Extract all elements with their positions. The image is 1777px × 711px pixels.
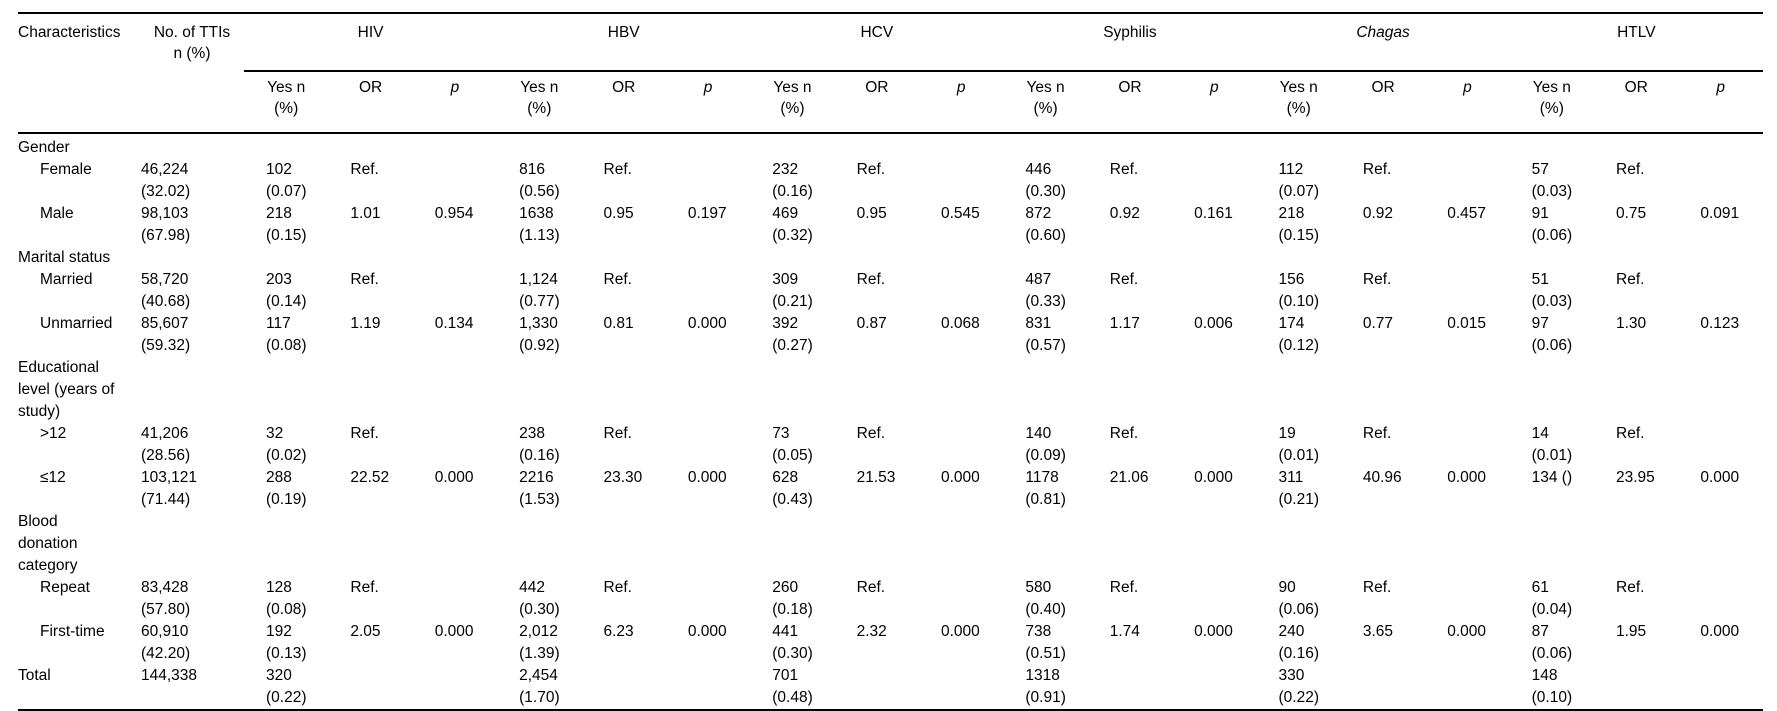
cell: 0.000: [941, 469, 980, 486]
cell: Ref.: [856, 271, 886, 288]
cell: [1425, 577, 1509, 621]
cell: 0.000: [941, 623, 980, 640]
subheader-p: p: [1425, 71, 1509, 133]
cell: 6.23: [603, 623, 634, 640]
cell: 14 (0.01): [1531, 425, 1573, 464]
cell: [413, 665, 497, 710]
cell: 2.05: [350, 623, 381, 640]
cell: 238 (0.16): [519, 425, 560, 464]
cell: Ref.: [1362, 271, 1392, 288]
subheader-yes-n: Yes n (%): [750, 71, 834, 133]
cell: 1.19: [350, 315, 381, 332]
cell: 0.95: [603, 205, 634, 222]
table-row: [18, 577, 1763, 621]
subheader-or: OR: [835, 71, 919, 133]
subheader-p: p: [413, 71, 497, 133]
section-row: [18, 133, 1763, 159]
cell: 148 (0.10): [1531, 667, 1573, 706]
cell: 0.000: [434, 469, 474, 486]
cell: 580 (0.40): [1025, 579, 1066, 618]
cell: [919, 423, 1003, 467]
cell: 0.000: [434, 623, 474, 640]
cell: 32 (0.02): [266, 425, 307, 464]
cell: [1425, 423, 1509, 467]
cell: 40.96: [1362, 469, 1402, 486]
cell: 0.87: [856, 315, 887, 332]
cell: 112 (0.07): [1278, 161, 1319, 200]
cell: 628 (0.43): [772, 469, 813, 508]
cell: [1172, 665, 1256, 710]
cell: Ref.: [1616, 579, 1645, 596]
cell: 0.457: [1447, 205, 1487, 222]
cell: 738 (0.51): [1025, 623, 1066, 662]
cell-n-tti: 98,103 (67.98): [141, 205, 191, 244]
empty-cell: [140, 133, 1763, 159]
subheader-yes-n: Yes n (%): [1510, 71, 1594, 133]
cell: Ref.: [1109, 271, 1139, 288]
cell: 192 (0.13): [266, 623, 307, 662]
section-row: [18, 247, 1763, 269]
group-header-syphilis: Syphilis: [1003, 13, 1256, 71]
row-label: Unmarried: [40, 315, 113, 332]
cell: [666, 423, 750, 467]
section-row: [18, 511, 1763, 577]
cell: [666, 665, 750, 710]
cell: 218 (0.15): [266, 205, 307, 244]
cell: 0.81: [603, 315, 634, 332]
cell: 330 (0.22): [1278, 667, 1319, 706]
cell: 140 (0.09): [1025, 425, 1066, 464]
cell: 2,012 (1.39): [519, 623, 560, 662]
cell: [1678, 423, 1763, 467]
cell: Ref.: [350, 161, 379, 178]
cell: [835, 665, 919, 710]
subheader-or: OR: [1341, 71, 1425, 133]
subheader-p: p: [1678, 71, 1763, 133]
cell: 0.000: [1447, 469, 1487, 486]
cell: [919, 577, 1003, 621]
cell: 2.32: [856, 623, 887, 640]
cell: 73 (0.05): [772, 425, 813, 464]
cell: 260 (0.18): [772, 579, 813, 618]
cell-n-tti: 144,338: [141, 667, 198, 684]
cell: [919, 159, 1003, 203]
cell: 487 (0.33): [1025, 271, 1066, 310]
cell: [666, 159, 750, 203]
row-label: Male: [40, 205, 74, 222]
cell: Ref.: [1362, 579, 1392, 596]
cell: 446 (0.30): [1025, 161, 1066, 200]
cell: Ref.: [1362, 161, 1392, 178]
cell: 0.123: [1700, 315, 1740, 332]
cell: [1594, 665, 1678, 710]
cell: 469 (0.32): [772, 205, 813, 244]
cell: [413, 423, 497, 467]
row-label: Repeat: [40, 579, 90, 596]
cell: 156 (0.10): [1278, 271, 1319, 310]
cell: 1.95: [1616, 623, 1647, 640]
cell: 128 (0.08): [266, 579, 307, 618]
cell: 240 (0.16): [1278, 623, 1319, 662]
row-label: Female: [40, 161, 92, 178]
tti-table: [18, 12, 1763, 711]
cell: 0.068: [941, 315, 980, 332]
cell: [413, 159, 497, 203]
row-label: ≤12: [40, 469, 66, 486]
empty-cell: [140, 511, 1763, 577]
cell: 0.000: [1700, 469, 1740, 486]
cell: Ref.: [603, 161, 632, 178]
row-label: >12: [40, 425, 67, 442]
cell: [1172, 269, 1256, 313]
cell-n-tti: 103,121 (71.44): [141, 469, 198, 508]
table-row: [18, 621, 1763, 665]
cell: 1.01: [350, 205, 381, 222]
group-header-hiv: HIV: [244, 13, 497, 71]
cell: 0.015: [1447, 315, 1487, 332]
cell: Ref.: [350, 425, 379, 442]
row-label: Gender: [18, 139, 70, 156]
cell: [413, 577, 497, 621]
subheader-row: [18, 71, 1763, 133]
cell: 218 (0.15): [1278, 205, 1319, 244]
subheader-yes-n: Yes n (%): [1257, 71, 1341, 133]
cell: 0.000: [687, 469, 727, 486]
row-label: Marital status: [18, 249, 111, 266]
cell: 288 (0.19): [266, 469, 307, 508]
cell: Ref.: [1616, 425, 1645, 442]
cell: 90 (0.06): [1278, 579, 1319, 618]
cell: 57 (0.03): [1531, 161, 1573, 200]
n-of-ttis-line2: n (%): [173, 45, 211, 62]
cell-n-tti: 60,910 (42.20): [141, 623, 191, 662]
table-row: [18, 159, 1763, 203]
row-label: Total: [18, 667, 51, 684]
cell: 0.545: [941, 205, 980, 222]
cell: Ref.: [603, 425, 632, 442]
cell: Ref.: [350, 271, 379, 288]
cell: [1172, 423, 1256, 467]
cell: [1678, 269, 1763, 313]
total-row: [18, 665, 1763, 710]
empty-cell: [140, 357, 1763, 423]
cell: 1638 (1.13): [519, 205, 560, 244]
cell: [1678, 577, 1763, 621]
table-row: [18, 269, 1763, 313]
cell: [1425, 269, 1509, 313]
cell: 0.95: [856, 205, 887, 222]
group-header-row: [18, 13, 1763, 71]
cell: [666, 577, 750, 621]
cell-n-tti: 83,428 (57.80): [141, 579, 191, 618]
subheader-or: OR: [328, 71, 412, 133]
cell: 1.17: [1109, 315, 1140, 332]
subheader-p: p: [1172, 71, 1256, 133]
cell: [413, 269, 497, 313]
cell: 816 (0.56): [519, 161, 560, 200]
cell: 51 (0.03): [1531, 271, 1573, 310]
cell: 0.006: [1194, 315, 1233, 332]
cell: 87 (0.06): [1531, 623, 1573, 662]
cell: Ref.: [856, 161, 886, 178]
cell: [1425, 159, 1509, 203]
cell: [582, 665, 666, 710]
cell: 203 (0.14): [266, 271, 307, 310]
cell-n-tti: 58,720 (40.68): [141, 271, 191, 310]
cell: [1172, 159, 1256, 203]
cell: Ref.: [1362, 425, 1392, 442]
cell: 1.74: [1109, 623, 1140, 640]
table-body: [18, 133, 1763, 710]
cell: Ref.: [856, 579, 886, 596]
subheader-yes-n: Yes n (%): [497, 71, 581, 133]
cell: [1172, 577, 1256, 621]
cell: [919, 269, 1003, 313]
cell: 0.92: [1362, 205, 1394, 222]
cell: 701 (0.48): [772, 667, 813, 706]
group-header-htlv: HTLV: [1510, 13, 1763, 71]
cell: 442 (0.30): [519, 579, 560, 618]
cell: 1.30: [1616, 315, 1647, 332]
subheader-or: OR: [582, 71, 666, 133]
cell: 23.30: [603, 469, 643, 486]
cell: 1178 (0.81): [1025, 469, 1066, 508]
cell: Ref.: [856, 425, 886, 442]
cell: [328, 665, 412, 710]
cell: Ref.: [603, 271, 632, 288]
row-label: Educational level (years of study): [18, 359, 115, 420]
cell: 2,454 (1.70): [519, 667, 560, 706]
group-header-chagas: Chagas: [1257, 13, 1510, 71]
cell: 22.52: [350, 469, 390, 486]
cell-n-tti: 85,607 (59.32): [141, 315, 191, 354]
cell: Ref.: [1109, 161, 1139, 178]
n-of-ttis-header: [140, 13, 244, 133]
cell: 0.92: [1109, 205, 1140, 222]
cell: 2216 (1.53): [519, 469, 560, 508]
cell: 91 (0.06): [1531, 205, 1573, 244]
cell: 21.53: [856, 469, 896, 486]
row-label: Blood donation category: [18, 513, 78, 574]
subheader-p: p: [919, 71, 1003, 133]
cell: Ref.: [1109, 579, 1139, 596]
cell: 0.75: [1616, 205, 1647, 222]
cell-n-tti: 41,206 (28.56): [141, 425, 191, 464]
cell: 1,124 (0.77): [519, 271, 560, 310]
cell: [1425, 665, 1509, 710]
cell: [1678, 665, 1763, 710]
cell: 61 (0.04): [1531, 579, 1573, 618]
cell-n-tti: 46,224 (32.02): [141, 161, 191, 200]
cell: 97 (0.06): [1531, 315, 1573, 354]
cell: 309 (0.21): [772, 271, 813, 310]
cell: [1088, 665, 1172, 710]
cell: 872 (0.60): [1025, 205, 1066, 244]
table-row: [18, 423, 1763, 467]
cell: Ref.: [1616, 161, 1645, 178]
subheader-yes-n: Yes n (%): [244, 71, 328, 133]
cell: 232 (0.16): [772, 161, 813, 200]
cell: 0.000: [687, 315, 727, 332]
cell: [919, 665, 1003, 710]
cell: 0.000: [687, 623, 727, 640]
cell: 831 (0.57): [1025, 315, 1066, 354]
cell: 0.000: [1194, 469, 1233, 486]
subheader-or: OR: [1088, 71, 1172, 133]
cell: 0.000: [1700, 623, 1740, 640]
cell: [1341, 665, 1425, 710]
cell: 1,330 (0.92): [519, 315, 560, 354]
cell: 0.134: [434, 315, 474, 332]
cell: 441 (0.30): [772, 623, 813, 662]
subheader-yes-n: Yes n (%): [1003, 71, 1087, 133]
characteristics-header: Characteristics: [18, 13, 140, 133]
cell: 1318 (0.91): [1025, 667, 1066, 706]
cell: 134 (): [1531, 469, 1573, 486]
table-head: [18, 13, 1763, 133]
cell: 0.000: [1447, 623, 1487, 640]
cell: 320 (0.22): [266, 667, 307, 706]
cell: [666, 269, 750, 313]
cell: 311 (0.21): [1278, 469, 1319, 508]
cell: Ref.: [603, 579, 632, 596]
cell: 117 (0.08): [266, 315, 307, 354]
subheader-p: p: [666, 71, 750, 133]
cell: 0.091: [1700, 205, 1740, 222]
cell: 392 (0.27): [772, 315, 813, 354]
n-of-ttis-line1: No. of TTIs: [153, 24, 231, 41]
cell: 0.197: [687, 205, 727, 222]
cell: Ref.: [1109, 425, 1139, 442]
row-label: First-time: [40, 623, 105, 640]
cell: 102 (0.07): [266, 161, 307, 200]
table-row: [18, 467, 1763, 511]
table-row: [18, 203, 1763, 247]
row-label: Married: [40, 271, 93, 288]
cell: Ref.: [350, 579, 379, 596]
cell: 3.65: [1362, 623, 1394, 640]
cell: 21.06: [1109, 469, 1149, 486]
group-header-hcv: HCV: [750, 13, 1003, 71]
cell: Ref.: [1616, 271, 1645, 288]
subheader-or: OR: [1594, 71, 1678, 133]
table-row: [18, 313, 1763, 357]
cell: 174 (0.12): [1278, 315, 1319, 354]
cell: [1678, 159, 1763, 203]
section-row: [18, 357, 1763, 423]
cell: 0.000: [1194, 623, 1233, 640]
group-header-hbv: HBV: [497, 13, 750, 71]
cell: 0.954: [434, 205, 474, 222]
empty-cell: [140, 247, 1763, 269]
cell: 0.77: [1362, 315, 1394, 332]
cell: 23.95: [1616, 469, 1655, 486]
cell: 0.161: [1194, 205, 1233, 222]
cell: 19 (0.01): [1278, 425, 1319, 464]
